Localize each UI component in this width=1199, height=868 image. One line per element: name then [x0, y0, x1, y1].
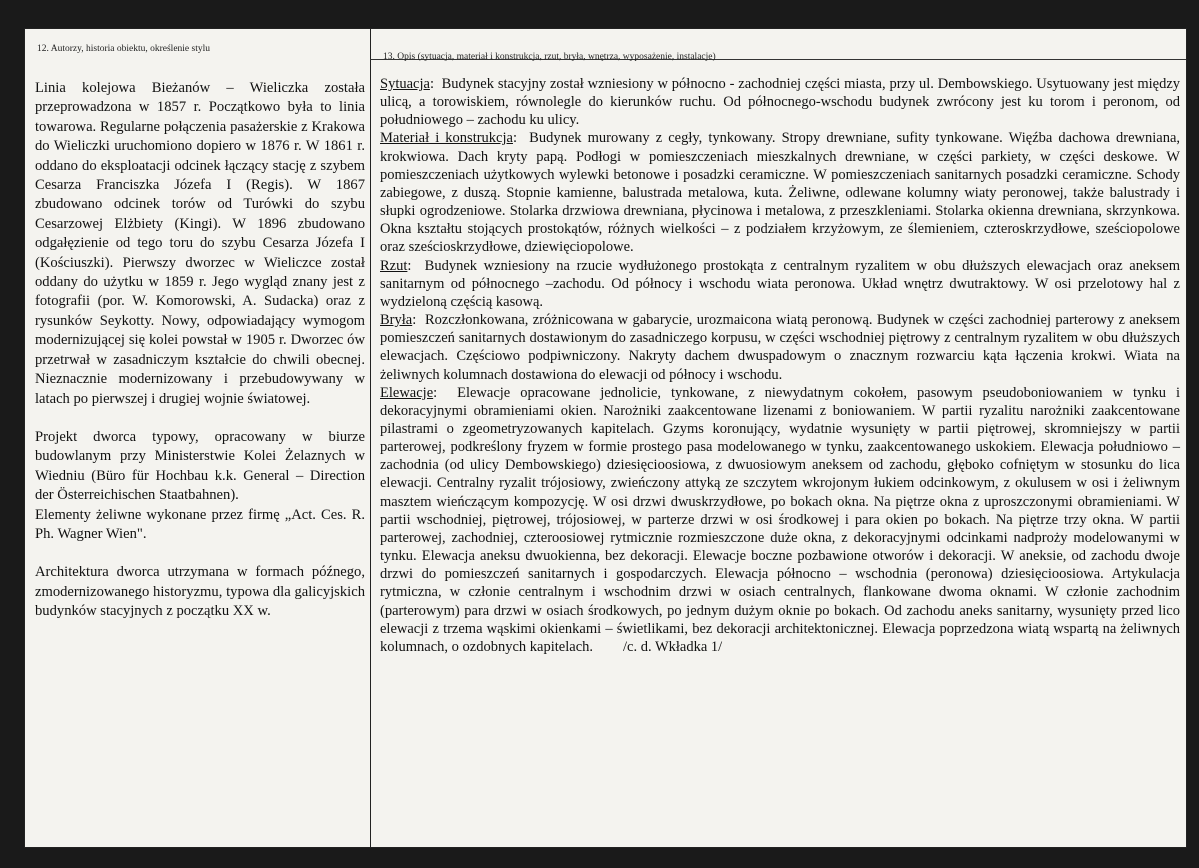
- history-column: [35, 79, 365, 622]
- left-column-header: 12. Autorzy, historia obiektu, określenie stylu: [37, 44, 210, 54]
- history-paragraph: Linia kolejowa Bieżanów – Wieliczka została przeprowadzona w 1857 r. Początkowo była to linia towarowa. Regularne połączenia pasażerskie z Krakowa do Wieliczki uruchomiono dopiero w 1876 r. W 1861 r. oddano do eksploatacji odcinek łączący stację z szybem Cesarza Franciszka Józefa I (Regis). W 1867 zbudowano odcinek torów od Turówki do szybu Cesarzowej Elżbiety (Kingi). W 1896 zbudowano odgałęzienie od tego toru do szybu Cesarza Józefa I (Kościuszki). Pierwszy dworzec w Wieliczce został oddany do użytku w 1859 r. Jego wygląd znany jest z fotografii (por. W. Komorowski, A. Sudacka) oraz z rysunków Seykotty. Nowy, odpowiadający wymogom modernizującej się kolei powstał w 1905 r. Dworzec ów przetrwał w zasadniczym kształcie do chwili obecnej. Nieznacznie modernizowany i przebudowywany w latach po pierwszej i drugiej wojnie światowej.: [35, 80, 365, 407]
- section-text: Budynek wzniesiony na rzucie wydłużonego prostokąta z centralnym ryzalitem w obu dłuższych elewacjach oraz aneksem sanitarnym od północnego –zachodu. Od północy i wschodu wiata peronowa. Układ wnętrz dwutraktowy. W osi przelotowy hal z wydzieloną częścią kasową.: [380, 257, 1180, 310]
- section-elewacje: Elewacje: Elewacje opracowane jednolicie, tynkowane, z niewydatnym cokołem, pasowym pseudoboniowaniem w tynku i dekoracyjnymi obramieniami okien. Narożniki zaakcentowane lizenami z boniowaniem. W partii ryzalitu narożniki zaakcentowane pilastrami o zgeometryzowanych kapitelach. Gzyms koronujący, wydatnie wysunięty w partii piętrowej, skromniejszy w partii parterowej, podkreślony fryzem w formie prostego pasa modelowanego w tynku, zaakcentowanego uskokiem. Elewacja południowo – zachodnia (od ulicy Dembowskiego) dziesięcioosiowa, z dwuosiowym aneksem od zachodu, głęboko cofniętym w stosunku do lica elewacji. Centralny ryzalit trójosiowy, zwieńczony attyką ze szczytem wkrojonym łukiem odcinkowym, z okulusem w osi i żeliwnym masztem wieńczącym kompozycję. W osi drzwi dwuskrzydłowe, po bokach okna. Na piętrze okna z uproszczonymi obramieniami. W partii wschodniej, piętrowej, trójosiowej, w parterze drzwi w osi środkowej i para okien po bokach. Na piętrze trzy okna. W partii parterowej, zachodniej, czteroosiowej rytmicznie rozmieszczone duże okna, z dekoracyjnymi odcinkami nadproży modelowanymi w tynku. Elewacja aneksu dwuokienna, bez dekoracji. Elewacje boczne pozbawione otworów i dekoracji. W aneksie, od zachodu dwoje drzwi do pomieszczeń sanitarnych i gospodarczych. Elewacja północno – wschodnia (peronowa) dziesięcioosiowa. Artykulacja rytmiczna, w członie centralnym i wschodnim drzwi w osiach centralnych, flankowane dwoma oknami. W członie zachodnim (parterowym) para drzwi w osiach środkowych, po jednym dużym oknie po bokach. Od zachodu aneks sanitarny, wysunięty przed lico elewacji z trzema wąskimi okienkami – świetlikami, bez dekoracji architektonicznej. Elewacja poprzedzona wiatą wspartą na żeliwnych kolumnach, o ozdobnych kapitelach. /c. d. Wkładka 1/: [380, 384, 1181, 655]
- style-paragraph: Architektura dworca utrzymana w formach późnego, zmodernizowanego historyzmu, typowa dla galicyjskich budynków stacyjnych z początku XX w.: [35, 564, 365, 620]
- section-rzut: Rzut: Budynek wzniesiony na rzucie wydłużonego prostokąta z centralnym ryzalitem w obu dłuższych elewacjach oraz aneksem sanitarnym od północnego –zachodu. Od północy i wschodu wiata peronowa. Układ wnętrz dwutraktowy. W osi przelotowy hal z wydzieloną częścią kasową.: [380, 257, 1180, 310]
- section-text: Budynek stacyjny został wzniesiony w północno - zachodniej części miasta, przy ul. Dembowskiego. Usytuowany jest między ulicą, a torowiskiem, równolegle do kierunków ruchu. Od północnego-wschodu budynek zwrócony jest ku torom i peronom, od południowego – zachodu ku ulicy.: [380, 76, 1181, 129]
- section-text: Rozczłonkowana, zróżnicowana w gabarycie, urozmaicona wiatą peronową. Budynek w części zachodniej parterowy z aneksem pomieszczeń sanitarnych dostawionym do zasadniczego korpusu, w części wschodniej piętrowy z centralnym ryzalitem w obu dłuższych elewacjach. Częściowo podpiwniczony. Nakryty dachem dwuspadowym o znacznym rozwarciu kąta łączenia krokwi. Wiata na żeliwnych kolumnach dostawiona do elewacji od północy i wschodu.: [380, 312, 1180, 383]
- section-text: Budynek murowany z cegły, tynkowany. Stropy drewniane, sufity tynkowane. Więźba dachowa drewniana, krokwiowa. Dach kryty papą. Podłogi w pomieszczeniach mieszkalnych drewniane, w części parkiety, w części deskowe. W pomieszczeniach użytkowych wylewki betonowe i posadzki ceramiczne. W pomieszczeniach sanitarnych posadzki ceramiczne. Schody zabiegowe, z duszą. Stopnie kamienne, balustrada metalowa, kuta. Żeliwne, odlewane kolumny wiaty peronowej, także balustrady i słupki ogrodzeniowe. Stolarka drzwiowa drewniana, płycinowa i metalowa, z przeszkleniami. Stolarka okienna drewniana, skrzynkowa. Okna kształtu stojących prostokątów, różnych wielkości – z podziałem krzyżowym, ze ślemieniem, czteroskrzydłowe, sześciopolowe oraz sześcioskrzydłowe, dziewięciopolowe.: [380, 130, 1181, 256]
- section-label: Materiał i konstrukcja: [380, 130, 513, 147]
- section-bryla: Bryła: Rozczłonkowana, zróżnicowana w gabarycie, urozmaicona wiatą peronową. Budynek w części zachodniej parterowy z aneksem pomieszczeń sanitarnych dostawionym do zasadniczego korpusu, w części wschodniej piętrowy z centralnym ryzalitem w obu dłuższych elewacjach. Częściowo podpiwniczony. Nakryty dachem dwuspadowym o znacznym rozwarciu kąta łączenia krokwi. Wiata na żeliwnych kolumnach dostawiona do elewacji od północy i wschodu.: [380, 312, 1180, 383]
- project-paragraph: Projekt dworca typowy, opracowany w biurze budowlanym przy Ministerstwie Kolei Żelaznych w Wiedniu (Büro für Hochbau k.k. General – Direction der Österreichischen Staatbahnen).: [35, 428, 365, 504]
- section-text: Elewacje opracowane jednolicie, tynkowane, z niewydatnym cokołem, pasowym pseudoboniowaniem w tynku i dekoracyjnymi obramieniami okien. Narożniki zaakcentowane lizenami z boniowaniem. W partii ryzalitu narożniki zaakcentowane pilastrami o zgeometryzowanych kapitelach. Gzyms koronujący, wydatnie wysunięty w partii piętrowej, skromniejszy w partii parterowej, podkreślony fryzem w formie prostego pasa modelowanego w tynku, zaakcentowanego uskokiem. Elewacja południowo – zachodnia (od ulicy Dembowskiego) dziesięcioosiowa, z dwuosiowym aneksem od zachodu, głęboko cofniętym w stosunku do lica elewacji. Centralny ryzalit trójosiowy, zwieńczony attyką ze szczytem wkrojonym łukiem odcinkowym, z okulusem w osi i żeliwnym masztem wieńczącym kompozycję. W osi drzwi dwuskrzydłowe, po bokach okna. Na piętrze okna z uproszczonymi obramieniami. W partii wschodniej, piętrowej, trójosiowej, w parterze drzwi w osi środkowej i para okien po bokach. Na piętrze trzy okna. W partii parterowej, zachodniej, czteroosiowej rytmicznie rozmieszczone duże okna, z dekoracyjnymi odcinkami nadproży modelowanymi w tynku. Elewacja aneksu dwuokienna, bez dekoracji. Elewacje boczne pozbawione otworów i dekoracji. W aneksie, od zachodu dwoje drzwi do pomieszczeń sanitarnych i gospodarczych. Elewacja północno – wschodnia (peronowa) dziesięcioosiowa. Artykulacja rytmiczna, w członie centralnym i wschodnim drzwi w osiach centralnych, flankowane dwoma oknami. W członie zachodnim (parterowym) para drzwi w osiach środkowych, po jednym dużym oknie po bokach. Od zachodu aneks sanitarny, wysunięty przed lico elewacji z trzema wąskimi okienkami – świetlikami, bez dekoracji architektonicznej. Elewacja poprzedzona wiatą wspartą na żeliwnych kolumnach, o ozdobnych kapitelach.: [380, 384, 1181, 655]
- column-divider: [370, 29, 371, 847]
- section-label: Sytuacja: [380, 76, 430, 92]
- section-label: Rzut: [380, 257, 408, 274]
- continuation-note: /c. d. Wkładka 1/: [623, 638, 723, 655]
- section-label: Elewacje: [380, 384, 434, 401]
- document-page: [24, 28, 1187, 848]
- right-column-header: 13. Opis (sytuacja, materiał i konstrukcja, rzut, bryła, wnętrza, wyposażenie, instalacje): [383, 52, 716, 62]
- section-sytuacja: Sytuacja: Budynek stacyjny został wzniesiony w północno - zachodniej części miasta, przy ul. Dembowskiego. Usytuowany jest między ulicą, a torowiskiem, równolegle do kierunków ruchu. Od północnego-wschodu budynek zwrócony jest ku torom i peronom, od południowego – zachodu ku ulicy.: [380, 76, 1181, 129]
- cast-iron-paragraph: Elementy żeliwne wykonane przez firmę „Act. Ces. R. Ph. Wagner Wien".: [35, 506, 365, 542]
- section-material: Materiał i konstrukcja: Budynek murowany z cegły, tynkowany. Stropy drewniane, sufity tynkowane. Więźba dachowa drewniana, krokwiowa. Dach kryty papą. Podłogi w pomieszczeniach mieszkalnych drewniane, w części parkiety, w części deskowe. W pomieszczeniach użytkowych wylewki betonowe i posadzki ceramiczne. W pomieszczeniach sanitarnych posadzki ceramiczne. Schody zabiegowe, z duszą. Stopnie kamienne, balustrada metalowa, kuta. Żeliwne, odlewane kolumny wiaty peronowej, także balustrady i słupki ogrodzeniowe. Stolarka drzwiowa drewniana, płycinowa i metalowa, z przeszkleniami. Stolarka okienna drewniana, skrzynkowa. Okna kształtu stojących prostokątów, różnych wielkości – z podziałem krzyżowym, ze ślemieniem, czteroskrzydłowe, sześciopolowe oraz sześcioskrzydłowe, dziewięciopolowe.: [380, 130, 1181, 256]
- section-label: Bryła: [380, 312, 413, 329]
- description-column: [380, 75, 1180, 656]
